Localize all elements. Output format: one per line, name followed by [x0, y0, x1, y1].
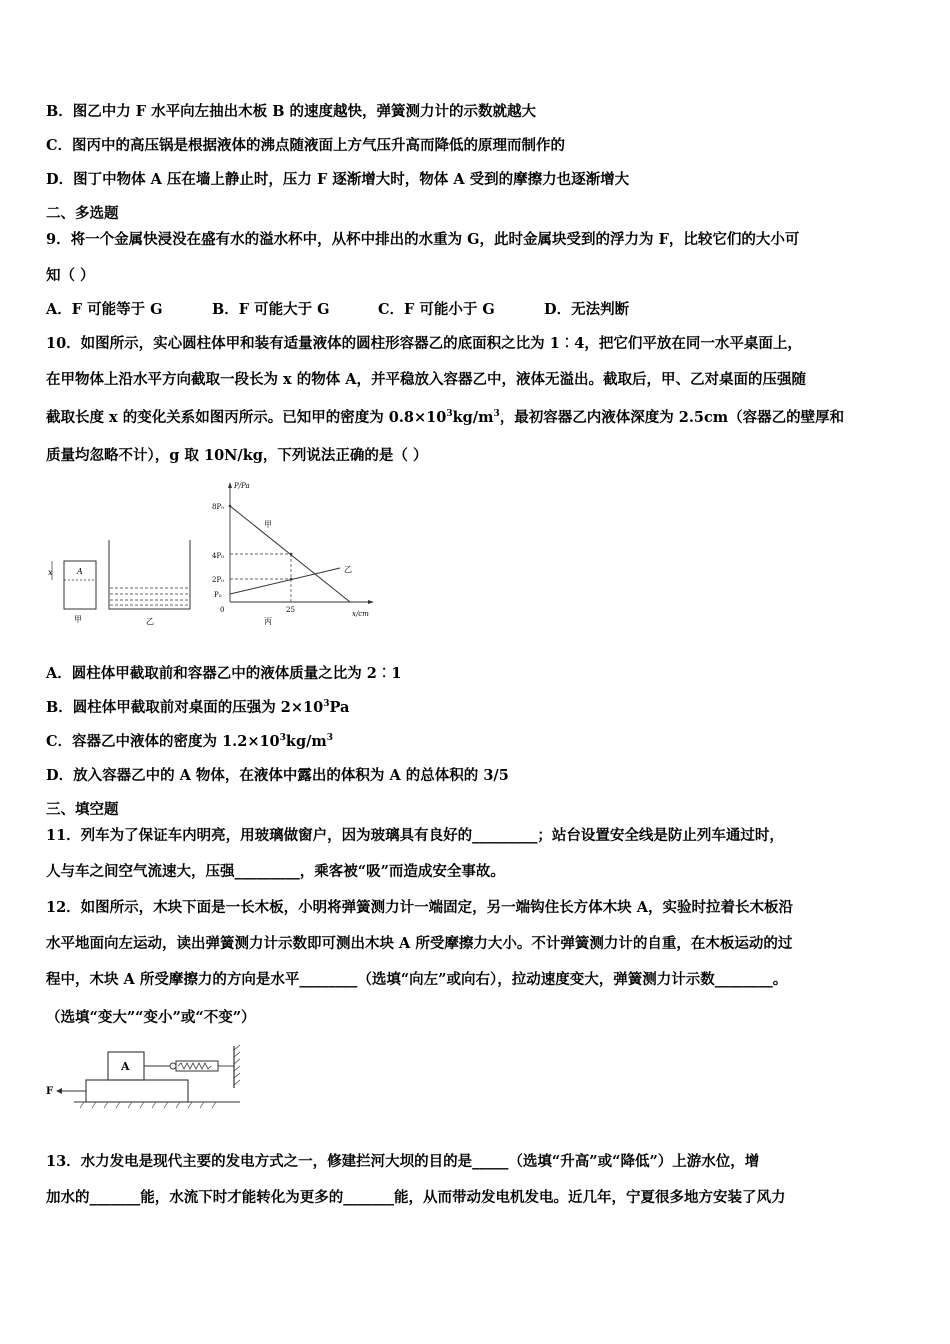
q13-line2: 加水的_______能，水流下时才能转化为更多的_______能，从而带动发电机发电。近几年，宁夏很多地方安装了风力 [46, 1189, 786, 1206]
svg-text:0: 0 [220, 606, 225, 614]
q8-option-c: C．图丙中的高压锅是根据液体的沸点随液面上方气压升高而降低的原理而制作的 [46, 137, 566, 154]
svg-text:P/Pa: P/Pa [234, 482, 250, 490]
q12-line4: （选填“变大”“变小”或“不变”） [46, 1009, 256, 1026]
q10-figure [40, 478, 400, 628]
section-title-fill: 三、填空题 [46, 801, 119, 818]
q10-stem-line2: 在甲物体上沿水平方向截取一段长为 x 的物体 A，并平稳放入容器乙中，液体无溢出。截取后，甲、乙对桌面的压强随 [46, 371, 807, 388]
svg-text:2P₀: 2P₀ [212, 576, 224, 584]
svg-text:乙: 乙 [146, 617, 154, 626]
q13-line1: 13．水力发电是现代主要的发电方式之一，修建拦河大坝的目的是_____（选填“升高”或“降低”）上游水位，增 [46, 1153, 760, 1170]
svg-text:甲: 甲 [74, 615, 82, 624]
svg-text:F: F [46, 1086, 54, 1097]
q9-option-b: B．F 可能大于 G [212, 301, 330, 318]
q11-line2: 人与车之间空气流速大，压强_________，乘客被“吸”而造成安全事故。 [46, 863, 505, 880]
fig-cylinder-jia [48, 561, 96, 624]
svg-text:P₀: P₀ [214, 591, 222, 599]
q10-option-b: B．圆柱体甲截取前对桌面的压强为 $2\times 10^3Pa$ [46, 699, 350, 716]
svg-text:A: A [77, 567, 83, 576]
svg-text:8P₀: 8P₀ [212, 503, 224, 511]
q9-stem-line1: 9．将一个金属快浸没在盛有水的溢水杯中，从杯中排出的水重为 G，此时金属块受到的浮力为 F，比较它们的大小可 [46, 231, 800, 248]
svg-text:丙: 丙 [264, 617, 272, 626]
svg-text:x: x [48, 568, 53, 577]
q12-line1: 12．如图所示，木块下面是一长木板，小明将弹簧测力计一端固定，另一端钩住长方体木块 A，实验时拉着长木板沿 [46, 899, 793, 916]
svg-text:A: A [121, 1060, 130, 1073]
q12-line2: 水平地面向左运动，读出弹簧测力计示数即可测出木块 A 所受摩擦力大小。不计弹簧测力计的自重，在木板运动的过 [46, 935, 793, 952]
q10-stem-line4: 质量均忽略不计），g 取 10N/kg，下列说法正确的是（ ） [46, 447, 428, 464]
q9-option-a: A．F 可能等于 G [46, 301, 163, 318]
svg-text:4P₀: 4P₀ [212, 552, 224, 560]
svg-text:25: 25 [286, 606, 295, 614]
q9-stem-line2: 知（ ） [46, 267, 95, 284]
long-board [86, 1080, 188, 1102]
q10-option-a: A．圆柱体甲截取前和容器乙中的液体质量之比为 2︰1 [46, 665, 402, 682]
q10-option-c: C．容器乙中液体的密度为 $1.2\times 10^3kg/m^3$ [46, 733, 334, 750]
q9-option-d: D．无法判断 [544, 301, 630, 318]
q8-option-d: D．图丁中物体 A 压在墙上静止时，压力 F 逐渐增大时，物体 A 受到的摩擦力也逐渐增大 [46, 171, 630, 188]
q10-option-d: D．放入容器乙中的 A 物体，在液体中露出的体积为 A 的总体积的 3/5 [46, 767, 509, 784]
q11-line1: 11．列车为了保证车内明亮，用玻璃做窗户，因为玻璃具有良好的_________；站台设置安全线是防止列车通过时， [46, 827, 784, 844]
svg-text:乙: 乙 [344, 565, 352, 574]
q10-stem-line3: 截取长度 x 的变化关系如图丙所示。已知甲的密度为 $0.8\times 10^3kg/m^3$，最初容器乙内液体深度为 2.5cm（容器乙的壁厚和 [46, 409, 845, 426]
svg-text:x/cm: x/cm [352, 610, 369, 618]
q12-figure [44, 1044, 244, 1116]
q10-stem-line1: 10．如图所示，实心圆柱体甲和装有适量液体的圆柱形容器乙的底面积之比为 1︰4，把它们平放在同一水平桌面上， [46, 335, 802, 352]
fig-graph-bing [212, 482, 374, 626]
q12-line3: 程中，木块 A 所受摩擦力的方向是水平________（选填“向左”或向右），拉动速度变大，弹簧测力计示数________。 [46, 971, 788, 988]
section-title-multi: 二、多选题 [46, 205, 119, 222]
q9-option-c: C．F 可能小于 G [378, 301, 495, 318]
fig-container-yi [109, 540, 190, 626]
svg-text:甲: 甲 [264, 520, 272, 529]
q8-option-b: B．图乙中力 F 水平向左抽出木板 B 的速度越快，弹簧测力计的示数就越大 [46, 103, 536, 120]
